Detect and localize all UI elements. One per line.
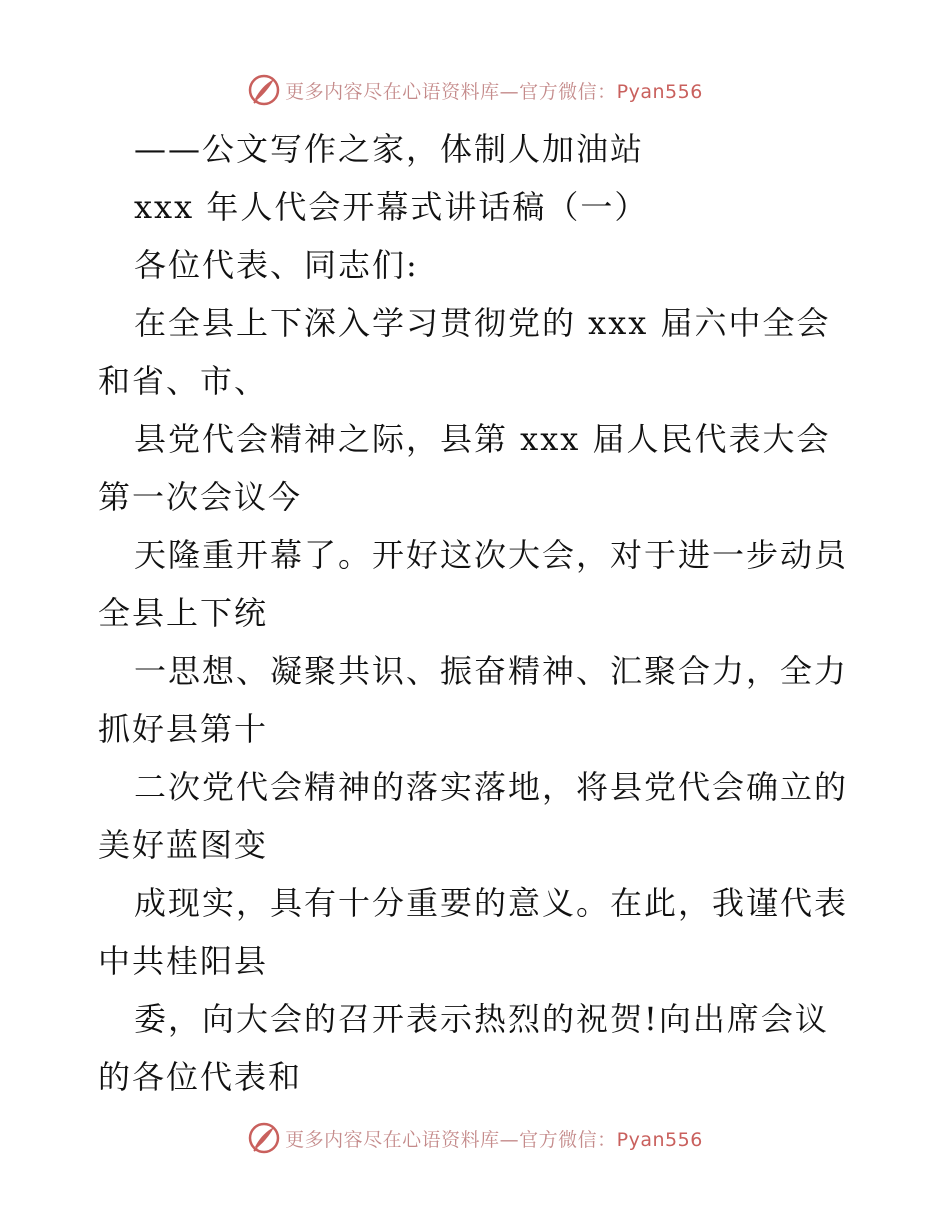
paragraph-line: 和省、市、 (98, 362, 269, 400)
paragraph-line: 天隆重开幕了。开好这次大会，对于进一步动员 (134, 536, 849, 574)
paragraph-line: 中共桂阳县 (98, 942, 269, 980)
wechat-id: Pyan556 (616, 80, 703, 103)
wechat-id: Pyan556 (616, 1128, 703, 1151)
paragraph-line: 的各位代表和 (98, 1058, 303, 1096)
paragraph-line: 在全县上下深入学习贯彻党的 xxx 届六中全会 (134, 304, 831, 342)
salutation: 各位代表、同志们: (134, 246, 419, 284)
banner-message: 更多内容尽在心语资料库—官方微信： (285, 1128, 617, 1151)
quill-pen-logo-icon (247, 73, 281, 107)
paragraph-line: 全县上下统 (98, 594, 269, 632)
paragraph-line: 委，向大会的召开表示热烈的祝贺!向出席会议 (134, 1000, 829, 1038)
banner-message: 更多内容尽在心语资料库—官方微信： (285, 80, 617, 103)
paragraph-line: 第一次会议今 (98, 478, 303, 516)
paragraph-line: 一思想、凝聚共识、振奋精神、汇聚合力，全力 (134, 652, 849, 690)
paragraph-line: 二次党代会精神的落实落地，将县党代会确立的 (134, 768, 849, 806)
footer-banner (0, 1118, 950, 1158)
banner-text (285, 1125, 703, 1152)
quill-pen-logo-icon (247, 1121, 281, 1155)
paragraph-line: 县党代会精神之际，县第 xxx 届人民代表大会 (134, 420, 831, 458)
document-subtitle: ——公文写作之家，体制人加油站 (134, 130, 645, 168)
paragraph-line: 抓好县第十 (98, 710, 269, 748)
paragraph-line: 美好蓝图变 (98, 826, 269, 864)
paragraph-line: 成现实，具有十分重要的意义。在此，我谨代表 (134, 884, 849, 922)
banner-text (285, 77, 703, 104)
document-title: xxx 年人代会开幕式讲话稿（一） (134, 188, 649, 226)
header-banner (0, 70, 950, 110)
